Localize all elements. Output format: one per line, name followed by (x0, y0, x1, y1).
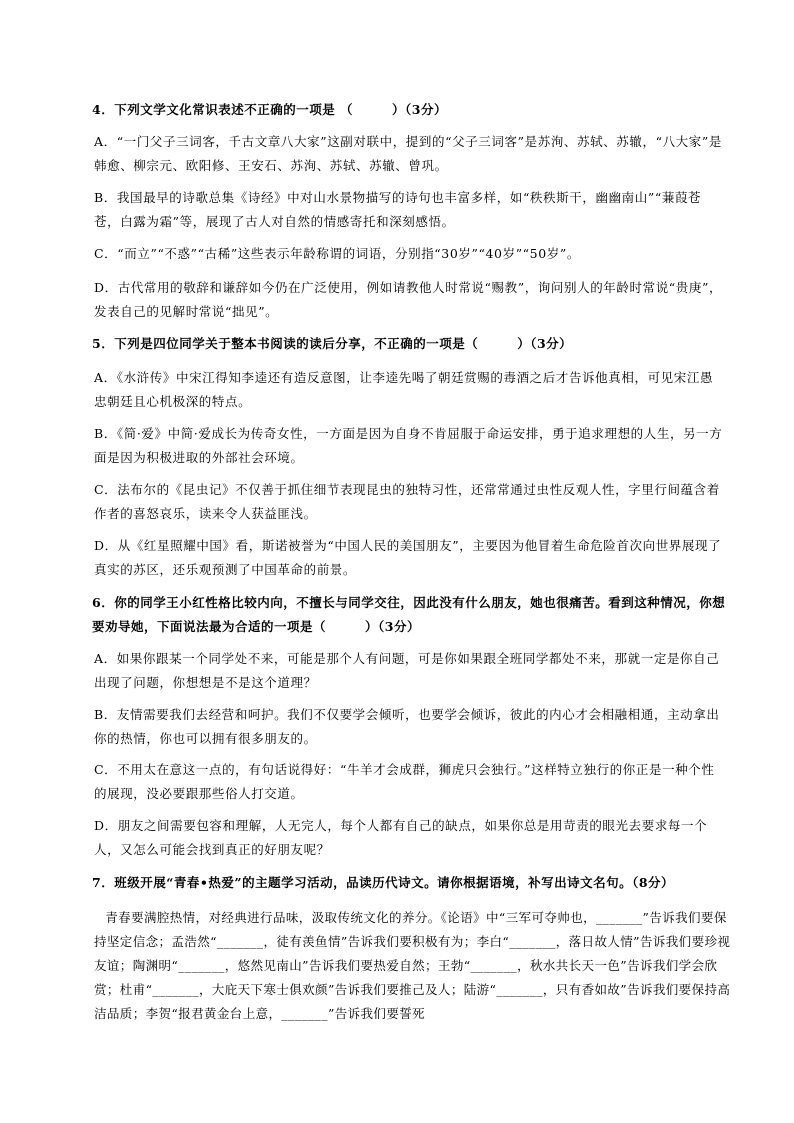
question-4-option-d: D．古代常用的敬辞和谦辞如今仍在广泛使用，例如请教他人时常说“赐教”，询问别人的年龄时常说“贵庚”，发表自己的见解时常说“拙见”。 (94, 280, 723, 319)
question-4-option-b: B．我国最早的诗歌总集《诗经》中对山水景物描写的诗句也丰富多样，如“秩秩斯干，幽幽南山”“蒹葭苍苍，白露为霜”等，展现了古人对自然的情感寄托和深刻感悟。 (94, 190, 702, 229)
question-6-option-a: A．如果你跟某一个同学处不来，可能是那个人有问题，可是你如果跟全班同学都处不来，那就一定是你自己出现了问题，你想想是不是这个道理？ (94, 651, 720, 690)
question-5-option-d: D．从《红星照耀中国》看，斯诺被誉为“中国人民的美国朋友”，主要因为他冒着生命危险首次向世界展现了真实的苏区，还乐观预测了中国革命的前景。 (94, 538, 722, 577)
question-5-option-b: B．《简·爱》中简·爱成长为传奇女性，一方面是因为自身不肯屈服于命运安排，勇于追求理想的人生，另一方面是因为积极进取的外部社会环境。 (94, 426, 723, 465)
question-7-stem: 7．班级开展“青春•热爱”的主题学习活动，品读历代诗文。请你根据语境，补写出诗文名句。（8分） (92, 875, 675, 890)
question-6-stem: 6．你的同学王小红性格比较内向，不擅长与同学交往，因此没有什么朋友，她也很痛苦。看到这种情况，你想要劝导她，下面说法最为合适的一项是（ ）（3分） (92, 595, 726, 634)
question-6-option-b: B．友情需要我们去经营和呵护。我们不仅要学会倾听，也要学会倾诉，彼此的内心才会相融相通，主动拿出你的热情，你也可以拥有很多朋友的。 (94, 707, 720, 746)
question-5-option-c: C．法布尔的《昆虫记》不仅善于抓住细节表现昆虫的独特习性，还常常通过虫性反观人性，字里行间蕴含着作者的喜怒哀乐，读来令人获益匪浅。 (94, 482, 720, 521)
question-5-stem: 5．下列是四位同学关于整本书阅读的读后分享，不正确的一项是（ ）（3分） (92, 336, 573, 351)
question-7-passage: 青春要满腔热情，对经典进行品味，汲取传统文化的养分。《论语》中“三军可夺帅也，_______”告诉我们要保持坚定信念；孟浩然“_______，徒有羡鱼情”告诉我们要积极有为；李白“_______，落日故人情”告诉我们要珍视友谊；陶渊明“_______，悠然见南山”告诉我们要热爱自然；王勃“_______，秋水共长天一色”告诉我们学会欣赏；杜甫“_______，大庇天下寒士俱欢颜”告诉我们要推己及人；陆游“_______，只有香如故”告诉我们要保持高洁品质；李贺“报君黄金台上意，_______”告诉我们要誓死 (94, 910, 731, 1021)
question-4-stem: 4．下列文学文化常识表述不正确的一项是 （ ）（3分） (92, 102, 447, 117)
question-6-option-d: D．朋友之间需要包容和理解，人无完人，每个人都有自己的缺点，如果你总是用苛责的眼光去要求每一个人，又怎么可能会找到真正的好朋友呢？ (94, 818, 708, 857)
question-6-option-c: C．不用太在意这一点的，有句话说得好：“牛羊才会成群，狮虎只会独行。”这样特立独行的你正是一种个性的展现，没必要跟那些俗人打交道。 (94, 762, 715, 801)
question-4-option-a: A．“一门父子三词客，千古文章八大家”这副对联中，提到的“父子三词客”是苏洵、苏轼、苏辙，“八大家”是韩愈、柳宗元、欧阳修、王安石、苏洵、苏轼、苏辙、曾巩。 (94, 134, 722, 173)
question-4-option-c: C．“而立”“不惑”“古稀”这些表示年龄称谓的词语，分别指“30岁”“40岁”“50岁”。 (94, 246, 580, 261)
question-5-option-a: A．《水浒传》中宋江得知李逵还有造反意图，让李逵先喝了朝廷赏赐的毒酒之后才告诉他真相，可见宋江愚忠朝廷且心机极深的特点。 (94, 370, 714, 409)
